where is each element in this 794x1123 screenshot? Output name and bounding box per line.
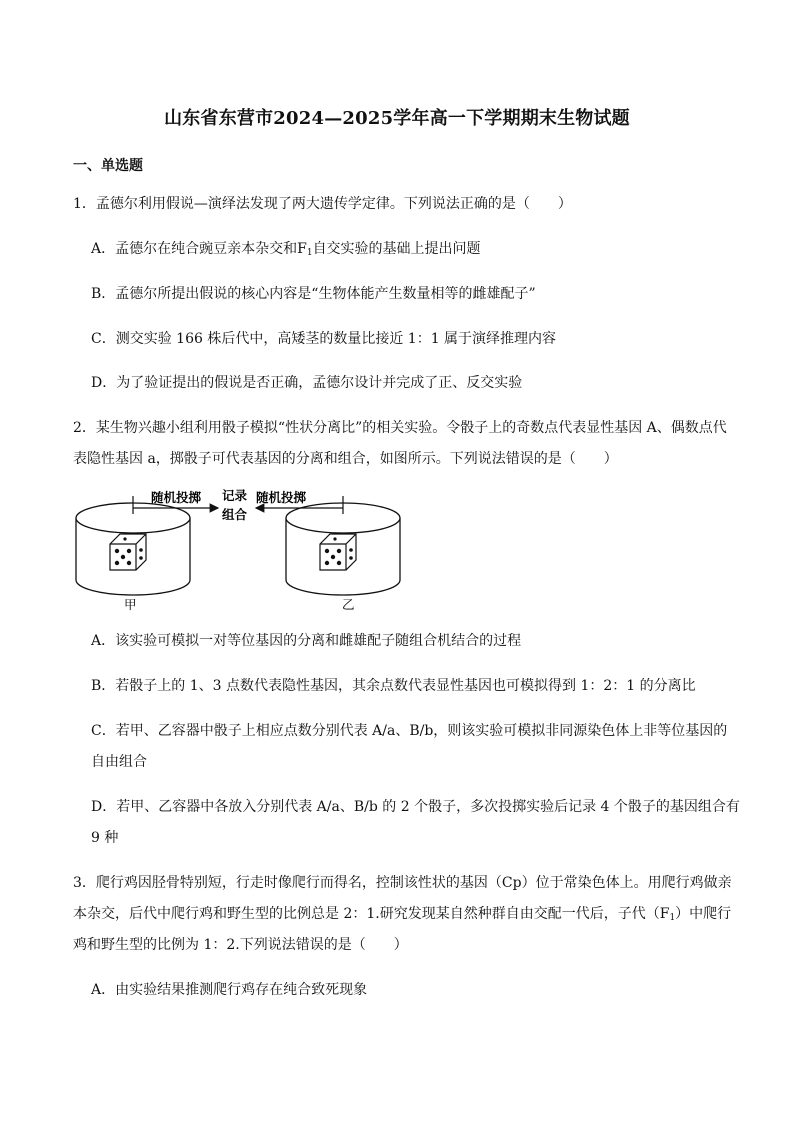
question-3-stem-line-3: 鸡和野生型的比例为 1：2.下列说法错误的是（ ） — [73, 937, 408, 953]
dice-experiment-figure — [70, 486, 430, 616]
container-label-jia: 甲 — [124, 597, 137, 612]
left-throw-label: 随机投掷 — [151, 490, 202, 505]
record-label-line-1: 记录 — [222, 488, 248, 503]
question-3-stem-line-2: 本杂交，后代中爬行鸡和野生型的比例总是 2：1.研究发现某自然种群自由交配一代后，子代$(F_1)$中爬行 — [73, 906, 732, 923]
question-3-option-a: A．由实验结果推测爬行鸡存在纯合致死现象 — [91, 982, 368, 998]
dice-icon — [110, 534, 146, 570]
right-throw-label: 随机投掷 — [256, 490, 307, 505]
question-2-option-c-line-2: 自由组合 — [91, 754, 147, 770]
question-2-option-d-line-1: D．若甲、乙容器中各放入分别代表 A/a、B/b 的 2 个骰子，多次投掷实验后记录 4 个骰子的基因组合有 — [91, 799, 740, 815]
question-1-option-b: B．孟德尔所提出假说的核心内容是“生物体能产生数量相等的雌雄配子” — [91, 286, 536, 302]
section-heading: 一、单选题 — [73, 158, 143, 174]
question-2-option-d-line-2: 9 种 — [91, 830, 119, 846]
dice-icon — [320, 534, 356, 570]
question-2-option-c-line-1: C．若甲、乙容器中骰子上相应点数分别代表 A/a、B/b，则该实验可模拟非同源染色体上非等位基因的 — [91, 723, 728, 739]
record-label-line-2: 组合 — [222, 507, 248, 522]
question-1-option-a: A．孟德尔在纯合豌豆亲本杂交和$F_1$自交实验的基础上提出问题 — [91, 241, 481, 258]
question-3-stem-line-1: 3．爬行鸡因胫骨特别短，行走时像爬行而得名，控制该性状的基因（Cp）位于常染色体上。用爬行鸡做亲 — [73, 875, 732, 891]
question-2-option-a: A．该实验可模拟一对等位基因的分离和雌雄配子随组合机结合的过程 — [91, 633, 522, 649]
question-2-stem-line-2: 表隐性基因 a，掷骰子可代表基因的分离和组合，如图所示。下列说法错误的是（ ） — [73, 451, 618, 467]
container-label-yi: 乙 — [342, 597, 355, 612]
question-2-option-b: B．若骰子上的 1、3 点数代表隐性基因，其余点数代表显性基因也可模拟得到 1：2：1 的分离比 — [91, 678, 696, 694]
question-1-stem: 1．孟德尔利用假说—演绎法发现了两大遗传学定律。下列说法正确的是（ ） — [73, 196, 572, 212]
question-1-option-d: D．为了验证提出的假说是否正确，孟德尔设计并完成了正、反交实验 — [91, 375, 523, 391]
question-2-stem-line-1: 2．某生物兴趣小组利用骰子模拟“性状分离比”的相关实验。令骰子上的奇数点代表显性基因 A、偶数点代 — [73, 420, 727, 436]
question-1-option-c: C．测交实验 166 株后代中，高矮茎的数量比接近 1：1 属于演绎推理内容 — [91, 331, 557, 347]
page-title: 山东省东营市2024—2025学年高一下学期期末生物试题 — [164, 108, 630, 129]
